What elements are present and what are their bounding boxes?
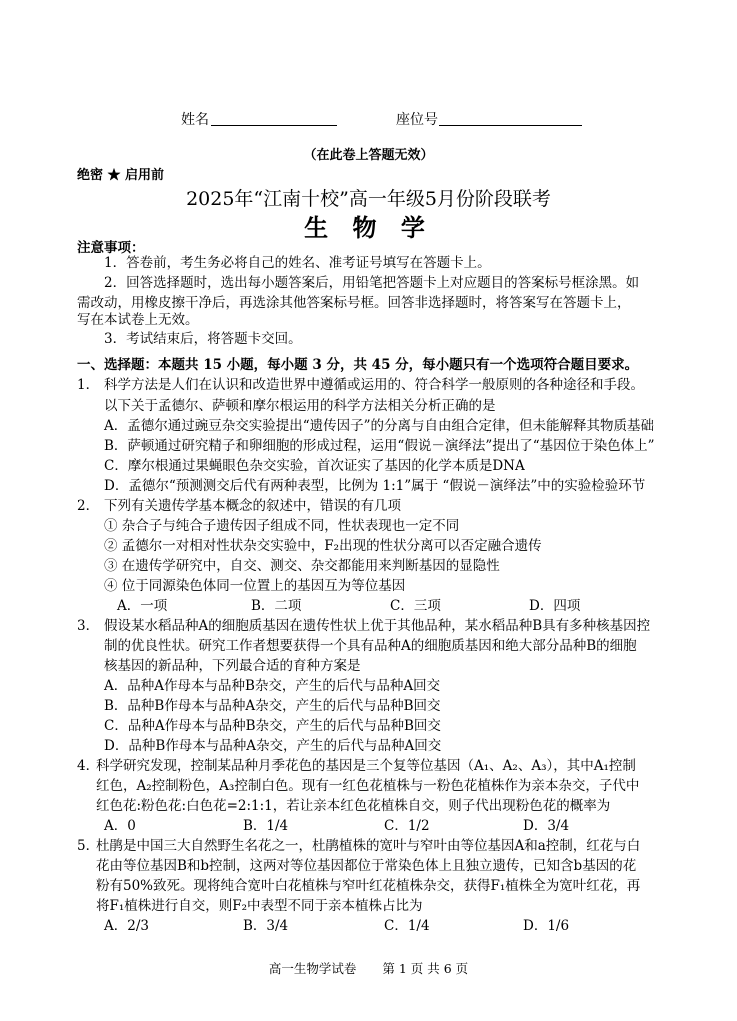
exam-title: 2025年“江南十校”高一年级5月份阶段联考 xyxy=(186,188,551,210)
option-d[interactable]: D．3/4 xyxy=(523,818,570,834)
question-number: 3． xyxy=(77,618,100,634)
section-heading: 一、选择题：本题共 15 小题，每小题 3 分，共 45 分，每小题只有一个选项符合题目要求。 xyxy=(77,357,639,373)
question-number: 1． xyxy=(77,377,100,393)
seat-blank-line[interactable] xyxy=(439,125,582,126)
question-number: 4． xyxy=(77,758,100,774)
question-stem-line: 核基因的新品种，下列最合适的育种方案是 xyxy=(104,658,361,674)
footer-subject: 高一生物学试卷 xyxy=(268,961,357,976)
question-stem-line: 科学方法是人们在认识和改造世界中遵循或运用的、符合科学一般原则的各种途径和手段。 xyxy=(104,377,644,393)
page-footer xyxy=(0,959,737,977)
seat-label: 座位号 xyxy=(396,112,438,128)
option-b[interactable]: B．1/4 xyxy=(243,818,289,834)
question-stem-line: 杜鹃是中国三大自然野生名花之一，杜鹃植株的宽叶与窄叶由等位基因A和a控制，红花与白 xyxy=(96,838,641,854)
secret-label: 绝密 ★ 启用前 xyxy=(77,168,165,183)
question-stem-line: 科学研究发现，控制某品种月季花色的基因是三个复等位基因（A₁、A₂、A₃），其中A₁控制 xyxy=(96,758,636,774)
option-d[interactable]: D．品种B作母本与品种A杂交，产生的后代与品种A回交 xyxy=(104,738,442,754)
option-d[interactable]: D．四项 xyxy=(529,598,581,614)
question-number: 5． xyxy=(77,838,100,854)
question-stem-line: 红色花:粉色花:白色花=2:1:1，若让亲本红色花植株自交，则子代出现粉色花的概率为 xyxy=(96,798,611,814)
subject-title: 生 物 学 xyxy=(304,213,433,242)
statement-item: ② 孟德尔一对相对性状杂交实验中，F₂出现的性状分离可以否定融合遗传 xyxy=(104,538,542,554)
question-stem-line: 以下关于孟德尔、萨顿和摩尔根运用的科学方法相关分析正确的是 xyxy=(104,398,496,414)
note-item: 2．回答选择题时，选出每小题答案后，用铅笔把答题卡上对应题目的答案标号框涂黑。如 xyxy=(104,275,640,291)
page-number: 第 1 页 共 6 页 xyxy=(382,961,469,976)
question-stem-line: 粉有50%致死。现将纯合宽叶白花植株与窄叶红花植株杂交，获得F₁植株全为宽叶红花，再 xyxy=(96,878,641,894)
option-d[interactable]: D．孟德尔“预测测交后代有两种表型，比例为 1:1”属于 “假说－演绎法”中的实验检验环节 xyxy=(104,478,646,494)
option-b[interactable]: B．萨顿通过研究精子和卵细胞的形成过程，运用“假说－演绎法”提出了“基因位于染色体上” xyxy=(104,438,655,454)
note-item: 3．考试结束后，将答题卡交回。 xyxy=(104,331,302,347)
note-item: 1．答卷前，考生务必将自己的姓名、准考证号填写在答题卡上。 xyxy=(104,255,491,271)
option-d[interactable]: D．1/6 xyxy=(523,918,570,934)
question-stem-line: 花由等位基因B和b控制，这两对等位基因都位于常染色体上且独立遗传，已知含b基因的花 xyxy=(96,858,637,874)
option-c[interactable]: C．1/4 xyxy=(384,918,430,934)
name-blank-line[interactable] xyxy=(211,125,337,126)
question-stem-line: 下列有关遗传学基本概念的叙述中，错误的有几项 xyxy=(104,498,401,514)
statement-item: ③ 在遗传学研究中，自交、测交、杂交都能用来判断基因的显隐性 xyxy=(104,558,500,574)
option-c[interactable]: C．三项 xyxy=(390,598,441,614)
option-c[interactable]: C．1/2 xyxy=(384,818,430,834)
note-item: 写在本试卷上无效。 xyxy=(77,312,199,328)
question-stem-line: 假设某水稻品种A的细胞质基因在遗传性状上优于其他品种，某水稻品种B具有多种核基因控 xyxy=(104,618,651,634)
option-a[interactable]: A．0 xyxy=(104,818,136,834)
note-item: 需改动，用橡皮擦干净后，再选涂其他答案标号框。回答非选择题时，将答案写在答题卡上， xyxy=(77,295,631,311)
invalid-answer-notice: （在此卷上答题无效） xyxy=(303,148,434,163)
question-stem-line: 制的优良性状。研究工作者想要获得一个具有品种A的细胞质基因和绝大部分品种B的细胞 xyxy=(104,638,637,654)
option-b[interactable]: B．二项 xyxy=(251,598,302,614)
question-stem-line: 红色，A₂控制粉色，A₃控制白色。现有一红色花植株与一粉色花植株作为亲本杂交，子代中 xyxy=(96,778,640,794)
option-c[interactable]: C．摩尔根通过果蝇眼色杂交实验，首次证实了基因的化学本质是DNA xyxy=(104,458,525,474)
statement-item: ④ 位于同源染色体同一位置上的基因互为等位基因 xyxy=(104,578,406,594)
option-a[interactable]: A．品种A作母本与品种B杂交，产生的后代与品种A回交 xyxy=(104,678,441,694)
option-a[interactable]: A．一项 xyxy=(117,598,168,614)
question-number: 2． xyxy=(77,498,100,514)
option-a[interactable]: A．2/3 xyxy=(104,918,149,934)
option-a[interactable]: A．孟德尔通过豌豆杂交实验提出“遗传因子”的分离与自由组合定律，但未能解释其物质基础 xyxy=(104,418,655,434)
name-label: 姓名 xyxy=(181,112,209,128)
option-b[interactable]: B．3/4 xyxy=(243,918,289,934)
notes-heading: 注意事项： xyxy=(77,240,145,256)
statement-item: ① 杂合子与纯合子遗传因子组成不同，性状表现也一定不同 xyxy=(104,518,460,534)
option-c[interactable]: C．品种A作母本与品种B杂交，产生的后代与品种B回交 xyxy=(104,718,441,734)
option-b[interactable]: B．品种B作母本与品种A杂交，产生的后代与品种B回交 xyxy=(104,698,441,714)
question-stem-line: 将F₁植株进行自交，则F₂中表型不同于亲本植株占比为 xyxy=(96,898,423,914)
